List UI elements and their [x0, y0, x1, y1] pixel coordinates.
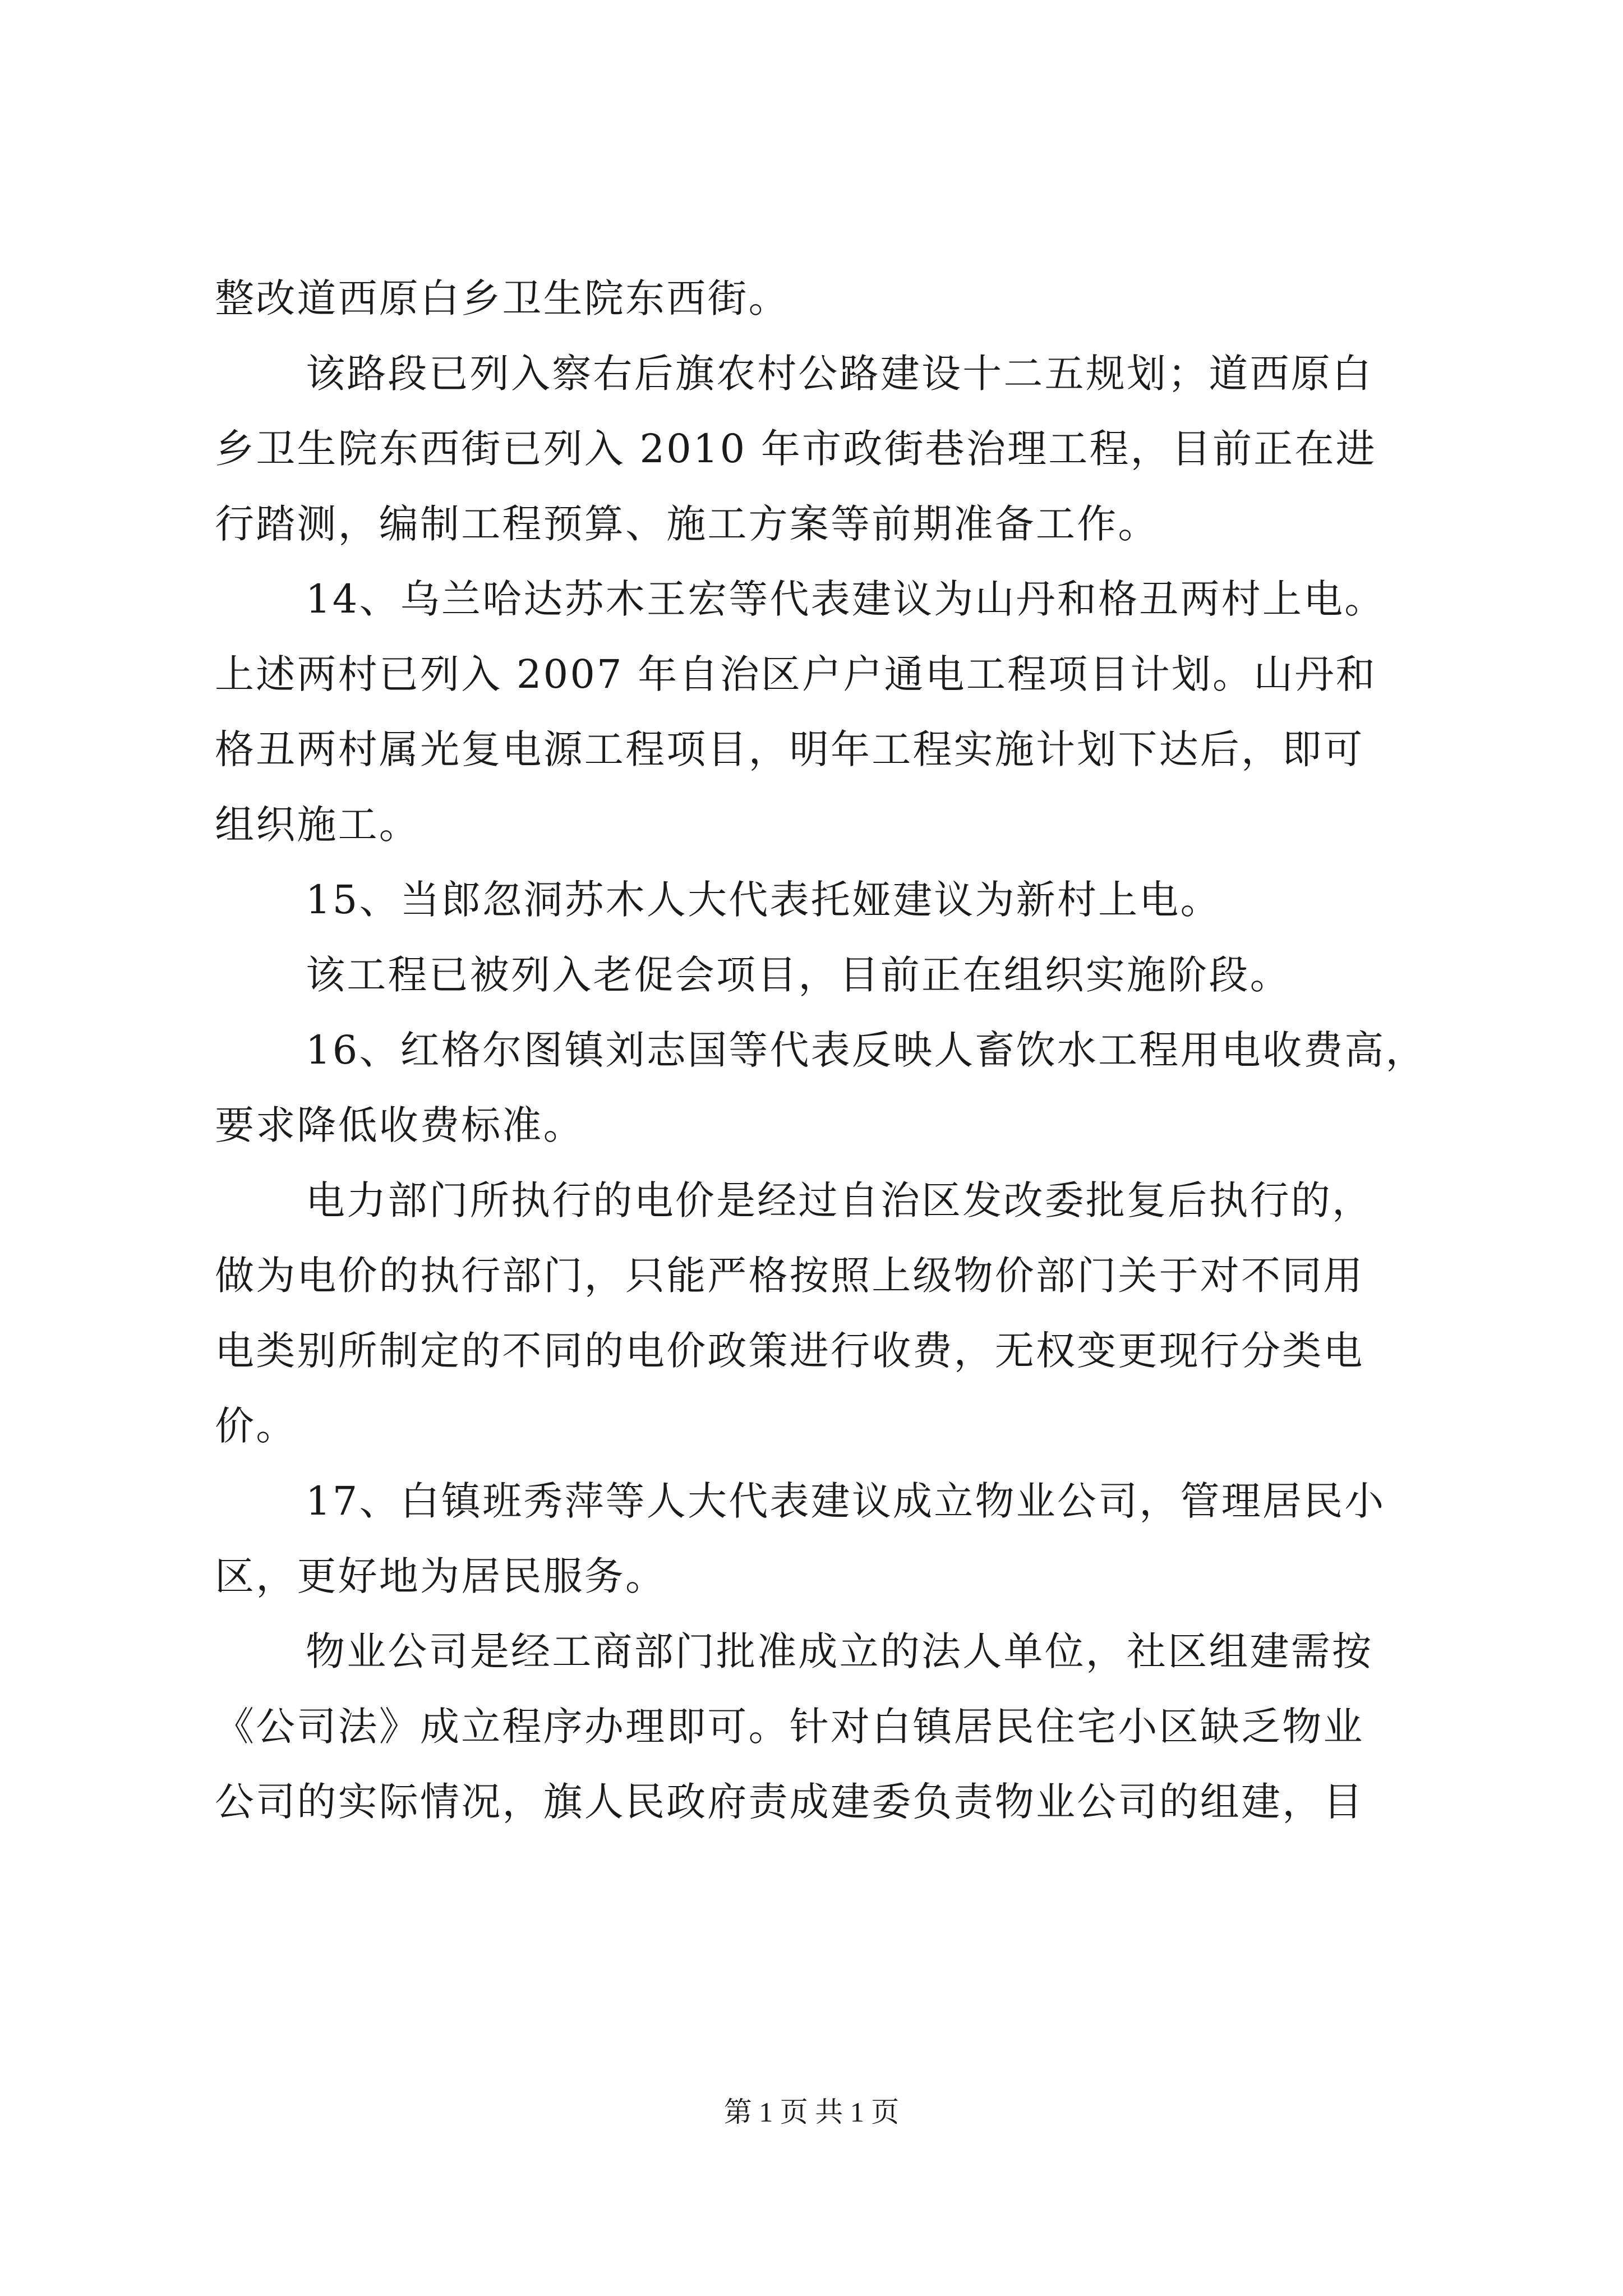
text-line: 价。 — [215, 1403, 297, 1449]
text-line: 该路段已列入察右后旗农村公路建设十二五规划；道西原白 — [306, 351, 1373, 397]
text-line: 行踏测，编制工程预算、施工方案等前期准备工作。 — [215, 501, 1159, 547]
text-line: 17、白镇班秀萍等人大代表建议成立物业公司，管理居民小 — [306, 1478, 1386, 1524]
text-line: 做为电价的执行部门，只能严格按照上级物价部门关于对不同用 — [215, 1253, 1364, 1299]
text-line: 组织施工。 — [215, 802, 420, 848]
text-line: 公司的实际情况，旗人民政府责成建委负责物业公司的组建，目 — [215, 1779, 1364, 1825]
text-line: 14、乌兰哈达苏木王宏等代表建议为山丹和格丑两村上电。 — [306, 576, 1386, 622]
text-line: 乡卫生院东西街已列入 2010 年市政街巷治理工程，目前正在进 — [215, 426, 1377, 472]
text-line: 整改道西原白乡卫生院东西街。 — [215, 275, 790, 321]
text-line: 15、当郎忽洞苏木人大代表托娅建议为新村上电。 — [306, 877, 1221, 923]
page-number-footer: 第 1 页 共 1 页 — [723, 2096, 900, 2128]
text-line: 电类别所制定的不同的电价政策进行收费，无权变更现行分类电 — [215, 1328, 1364, 1374]
text-line: 电力部门所执行的电价是经过自治区发改委批复后执行的， — [306, 1177, 1373, 1223]
text-line: 要求降低收费标准。 — [215, 1102, 584, 1148]
text-line: 格丑两村属光复电源工程项目，明年工程实施计划下达后，即可 — [215, 726, 1364, 772]
text-line: 物业公司是经工商部门批准成立的法人单位，社区组建需按 — [306, 1628, 1373, 1674]
text-line: 《公司法》成立程序办理即可。针对白镇居民住宅小区缺乏物业 — [215, 1704, 1364, 1750]
text-line: 16、红格尔图镇刘志国等代表反映人畜饮水工程用电收费高， — [306, 1027, 1427, 1073]
text-line: 区，更好地为居民服务。 — [215, 1553, 667, 1599]
text-line: 该工程已被列入老促会项目，目前正在组织实施阶段。 — [306, 952, 1291, 998]
text-line: 上述两村已列入 2007 年自治区户户通电工程项目计划。山丹和 — [215, 651, 1377, 697]
